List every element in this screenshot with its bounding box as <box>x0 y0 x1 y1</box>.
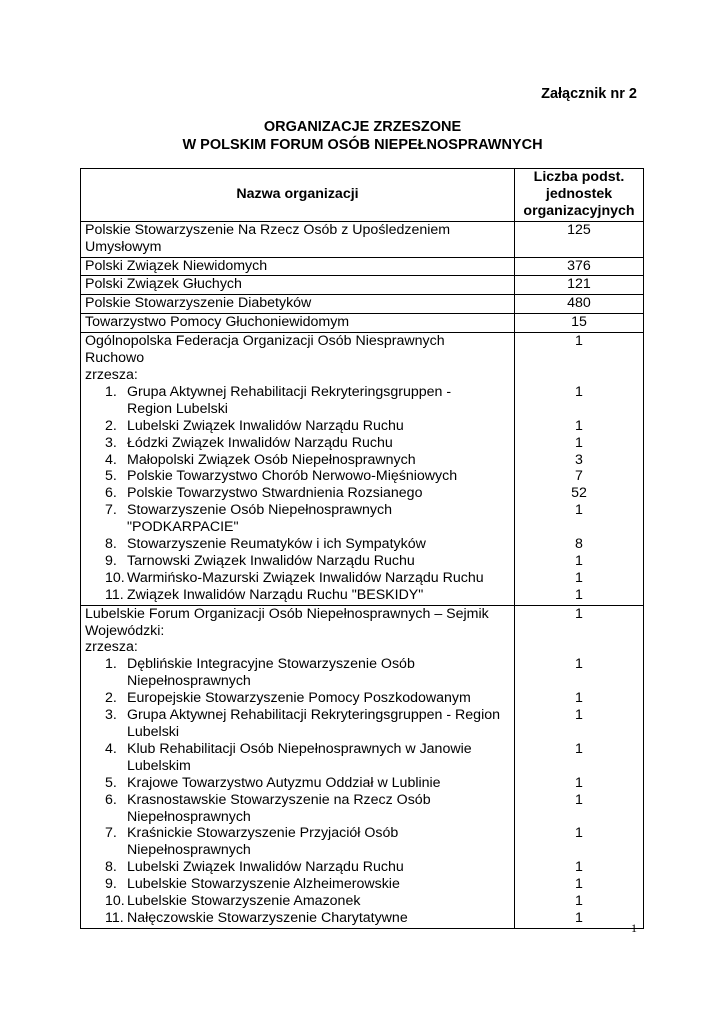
member-name-line: Niepełnosprawnych <box>127 673 251 690</box>
header-unit-count <box>515 169 644 222</box>
member-unit-count: 8 <box>575 536 583 553</box>
member-number: 7. <box>105 825 117 842</box>
member-name-line: Lubelski Związek Inwalidów Narządu Ruchu <box>127 417 404 434</box>
federation-name-line: Wojewódzki: <box>85 622 165 639</box>
organization-name-cell <box>81 314 515 333</box>
unit-count-cell: 121 <box>515 276 644 295</box>
page-number: 1 <box>631 921 637 935</box>
federation-unit-count: 1 <box>575 605 583 622</box>
member-name-line: Niepełnosprawnych <box>127 808 251 825</box>
federation-count-cell <box>515 605 644 928</box>
federation-count-cell <box>515 333 644 606</box>
member-number: 6. <box>105 791 117 808</box>
member-unit-count: 1 <box>575 876 583 893</box>
member-name-line: Nałęczowskie Stowarzyszenie Charytatywne <box>127 909 408 926</box>
member-unit-count: 1 <box>575 859 583 876</box>
table-row <box>81 221 644 257</box>
member-name-line: Małopolski Związek Osób Niepełnosprawnych <box>127 451 416 468</box>
unit-count-cell: 15 <box>515 314 644 333</box>
header-count-line: organizacyjnych <box>523 202 635 219</box>
table-row-federation <box>81 605 644 928</box>
member-name-line: Dęblińskie Integracyjne Stowarzyszenie Osób <box>127 656 415 673</box>
member-name-line: Lubelskim <box>127 757 191 774</box>
federation-name-line: Ogólnopolska Federacja Organizacji Osób Niesprawnych <box>85 333 445 350</box>
federation-name-cell <box>81 333 515 606</box>
organization-name-cell <box>81 295 515 314</box>
organization-name-line: Polskie Stowarzyszenie Na Rzecz Osób z Upośledzeniem <box>85 221 451 238</box>
member-list-item <box>85 775 510 792</box>
member-number: 4. <box>105 740 117 757</box>
member-list-item <box>85 502 510 536</box>
organization-name-line: Polski Związek Niewidomych <box>85 257 268 274</box>
member-name-line: Lubelskie Stowarzyszenie Alzheimerowskie <box>127 876 400 893</box>
member-name-line: Tarnowski Związek Inwalidów Narządu Ruchu <box>127 552 415 569</box>
unit-count-cell: 480 <box>515 295 644 314</box>
organization-name-line: Polski Związek Głuchych <box>85 276 242 293</box>
member-unit-count: 1 <box>575 893 583 910</box>
member-list-item <box>85 792 510 826</box>
organization-name-line: Umysłowym <box>85 238 162 255</box>
table-row <box>81 276 644 295</box>
member-unit-count: 1 <box>575 740 583 757</box>
organizations-table <box>80 168 644 929</box>
member-unit-count: 1 <box>575 656 583 673</box>
member-unit-count: 3 <box>575 451 583 468</box>
organization-name-cell <box>81 221 515 257</box>
table-row <box>81 295 644 314</box>
member-name-line: Europejskie Stowarzyszenie Pomocy Poszkodowanym <box>127 690 471 707</box>
member-list-item <box>85 707 510 741</box>
member-name-line: "PODKARPACIE" <box>127 519 239 536</box>
member-list-item <box>85 452 510 469</box>
member-list-item <box>85 741 510 775</box>
member-list-item <box>85 587 510 604</box>
member-list-item <box>85 485 510 502</box>
member-list-item <box>85 384 510 418</box>
table-row-federation <box>81 333 644 606</box>
document-title-line-2: W POLSKIM FORUM OSÓB NIEPEŁNOSPRAWNYCH <box>182 137 543 153</box>
member-list-item <box>85 656 510 690</box>
zrzesza-label: zrzesza: <box>85 366 138 383</box>
table-header-row <box>81 169 644 222</box>
federation-unit-count: 1 <box>575 333 583 350</box>
member-list-item <box>85 553 510 570</box>
member-name-line: Łódzki Związek Inwalidów Narządu Ruchu <box>127 434 393 451</box>
organization-name-line: Towarzystwo Pomocy Głuchoniewidomym <box>85 314 350 331</box>
document-title-line-1: ORGANIZACJE ZRZESZONE <box>263 119 462 135</box>
member-unit-count: 1 <box>575 569 583 586</box>
member-name-line: Lubelski Związek Inwalidów Narządu Ruchu <box>127 859 404 876</box>
member-unit-count: 1 <box>575 825 583 842</box>
member-unit-count: 1 <box>575 909 583 926</box>
organization-name-line: Polskie Stowarzyszenie Diabetyków <box>85 295 312 312</box>
member-name-line: Stowarzyszenie Reumatyków i ich Sympatyków <box>127 536 426 553</box>
member-number: 9. <box>105 552 117 569</box>
member-list-item <box>85 418 510 435</box>
member-name-line: Stowarzyszenie Osób Niepełnosprawnych <box>127 502 392 519</box>
member-list-item <box>85 859 510 876</box>
federation-name-line: Lubelskie Forum Organizacji Osób Niepełnosprawnych – Sejmik <box>85 605 489 622</box>
member-number: 8. <box>105 536 117 553</box>
member-list-item <box>85 893 510 910</box>
table-row <box>81 314 644 333</box>
annex-label: Załącznik nr 2 <box>541 86 637 102</box>
header-organization-name: Nazwa organizacji <box>81 169 515 222</box>
member-name-line: Warmińsko-Mazurski Związek Inwalidów Narządu Ruchu <box>127 569 484 586</box>
member-unit-count: 7 <box>575 468 583 485</box>
unit-count-cell: 125 <box>515 221 644 257</box>
member-list-item <box>85 690 510 707</box>
member-unit-count: 1 <box>575 707 583 724</box>
member-name-line: Lubelski <box>127 724 180 740</box>
member-list-item <box>85 536 510 553</box>
member-number: 7. <box>105 502 117 519</box>
member-number: 2. <box>105 690 117 707</box>
member-unit-count: 1 <box>575 586 583 603</box>
member-number: 11. <box>105 909 124 926</box>
zrzesza-label: zrzesza: <box>85 639 138 656</box>
member-list-item <box>85 435 510 452</box>
member-number: 10. <box>105 569 125 586</box>
member-number: 5. <box>105 774 117 791</box>
organization-name-cell <box>81 276 515 295</box>
header-count-line: jednostek <box>545 185 613 202</box>
member-unit-count: 52 <box>571 485 587 502</box>
member-name-line: Krajowe Towarzystwo Autyzmu Oddział w Lublinie <box>127 774 441 791</box>
member-list-item <box>85 825 510 859</box>
federation-name-line: Ruchowo <box>85 350 145 367</box>
member-number: 3. <box>105 434 117 451</box>
member-number: 5. <box>105 468 117 485</box>
member-number: 4. <box>105 451 117 468</box>
member-name-line: Polskie Towarzystwo Stwardnienia Rozsianego <box>127 485 423 502</box>
member-number: 9. <box>105 876 117 893</box>
member-list-item <box>85 910 510 927</box>
member-name-line: Związek Inwalidów Narządu Ruchu "BESKIDY" <box>127 586 424 603</box>
member-number: 1. <box>105 383 117 400</box>
member-unit-count: 1 <box>575 552 583 569</box>
member-list-item <box>85 570 510 587</box>
member-unit-count: 1 <box>575 434 583 451</box>
member-unit-count: 1 <box>575 774 583 791</box>
member-number: 2. <box>105 417 117 434</box>
unit-count-cell: 376 <box>515 257 644 276</box>
member-number: 8. <box>105 859 117 876</box>
member-number: 10. <box>105 893 125 910</box>
member-unit-count: 1 <box>575 502 583 519</box>
member-name-line: Grupa Aktywnej Rehabilitacji Rekryteringsgruppen - <box>127 383 452 400</box>
federation-name-cell <box>81 605 515 928</box>
member-number: 11. <box>105 586 124 603</box>
member-unit-count: 1 <box>575 417 583 434</box>
member-name-line: Krasnostawskie Stowarzyszenie na Rzecz Osób <box>127 791 431 808</box>
table-row <box>81 257 644 276</box>
organization-name-cell <box>81 257 515 276</box>
member-number: 3. <box>105 707 117 724</box>
member-list-item <box>85 876 510 893</box>
member-name-line: Klub Rehabilitacji Osób Niepełnosprawnych w Janowie <box>127 740 472 757</box>
member-number: 6. <box>105 485 117 502</box>
member-name-line: Region Lubelski <box>127 400 228 417</box>
member-name-line: Polskie Towarzystwo Chorób Nerwowo-Mięśniowych <box>127 468 458 485</box>
member-name-line: Niepełnosprawnych <box>127 842 251 859</box>
member-unit-count: 1 <box>575 383 583 400</box>
member-name-line: Lubelskie Stowarzyszenie Amazonek <box>127 893 361 910</box>
member-number: 1. <box>105 656 117 673</box>
member-unit-count: 1 <box>575 791 583 808</box>
member-name-line: Kraśnickie Stowarzyszenie Przyjaciół Osób <box>127 825 399 842</box>
member-unit-count: 1 <box>575 690 583 707</box>
member-name-line: Grupa Aktywnej Rehabilitacji Rekryteringsgruppen - Region <box>127 707 501 724</box>
header-count-line: Liczba podst. <box>533 169 625 185</box>
member-list-item <box>85 468 510 485</box>
